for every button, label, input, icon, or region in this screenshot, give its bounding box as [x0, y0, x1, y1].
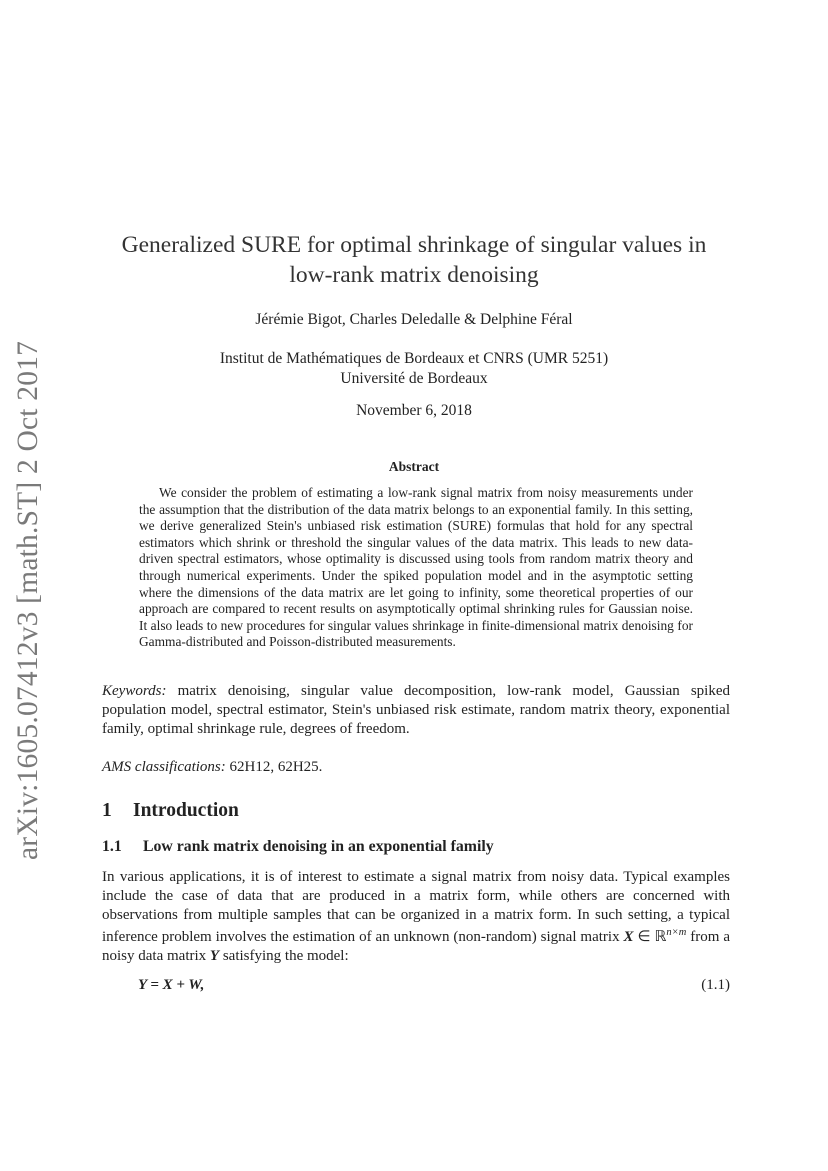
ams-classifications — [102, 759, 730, 776]
para-text-1: In various applications, it is of interest to estimate a signal matrix from noisy data. Typical examples include the case of data that are produced in a matrix form, while others are concerned with observations from multiple samples that can be organized in a matrix form. In such setting, a typical inference problem involves the estimation of an unknown (non-random) signal matrix — [102, 869, 730, 946]
equation-number: (1.1) — [701, 977, 730, 993]
keywords — [102, 682, 730, 740]
section-heading — [102, 800, 730, 822]
section-title: Introduction — [133, 800, 239, 821]
equation-1-1 — [138, 977, 730, 994]
subsection-number: 1.1 — [102, 838, 122, 855]
subsection-heading — [102, 838, 730, 856]
para-superscript: n×m — [666, 927, 687, 939]
section-number: 1 — [102, 800, 112, 821]
para-text-2: from a noisy data matrix — [102, 929, 730, 965]
title-line-1: Generalized SURE for optimal shrinkage of singular values in — [121, 232, 707, 258]
ams-label: AMS classifications: — [102, 759, 226, 775]
date: November 6, 2018 — [356, 402, 472, 419]
affiliation-line-1: Institut de Mathématiques de Bordeaux et CNRS (UMR 5251) — [219, 350, 609, 367]
abstract-text: We consider the problem of estimating a low-rank signal matrix from noisy measurements under the assumption that the distribution of the data matrix belongs to an exponential family. In this setting, we derive generalized Stein's unbiased risk estimation (SURE) formulas that hold for any spectral estimators which shrink or threshold the singular values of the data matrix. This leads to new data-driven spectral estimators, whose optimality is discussed using tools from random matrix theory and through numerical experiments. Under the spiked population model and in the asymptotic setting where the dimensions of the data matrix are let going to infinity, some theoretical properties of our approach are compared to recent results on asymptotically optimal shrinking rules for Gaussian noise. It also leads to new procedures for singular values shrinkage in finite-dimensional matrix denoising for Gamma-distributed and Poisson-distributed measurements. — [139, 485, 693, 650]
affiliation — [100, 349, 728, 389]
affiliation-line-2: Université de Bordeaux — [340, 370, 488, 387]
keywords-text: matrix denoising, singular value decomposition, low-rank model, Gaussian spiked population model, spectral estimator, Stein's unbiased risk estimate, random matrix theory, exponential family, optimal shrinkage rule, degrees of freedom. — [102, 683, 730, 738]
abstract-heading: Abstract — [388, 459, 440, 474]
keywords-label: Keywords: — [102, 683, 167, 699]
subsection-title: Low rank matrix denoising in an exponential family — [143, 838, 494, 855]
symbol-Y: Y — [209, 948, 220, 965]
ams-text: 62H12, 62H25. — [229, 759, 323, 775]
arxiv-stamp: arXiv:1605.07412v3 [math.ST] 2 Oct 2017 — [12, 340, 44, 860]
para-in-reals: ∈ ℝ — [633, 929, 667, 946]
intro-paragraph — [102, 868, 730, 966]
authors: Jérémie Bigot, Charles Deledalle & Delphine Féral — [255, 311, 573, 328]
paper-title — [100, 230, 728, 290]
equation-expression: Y = X + W, — [138, 977, 205, 993]
symbol-X: X — [623, 929, 634, 946]
title-line-2: low-rank matrix denoising — [289, 262, 539, 288]
para-text-3: satisfying the model: — [219, 948, 349, 965]
